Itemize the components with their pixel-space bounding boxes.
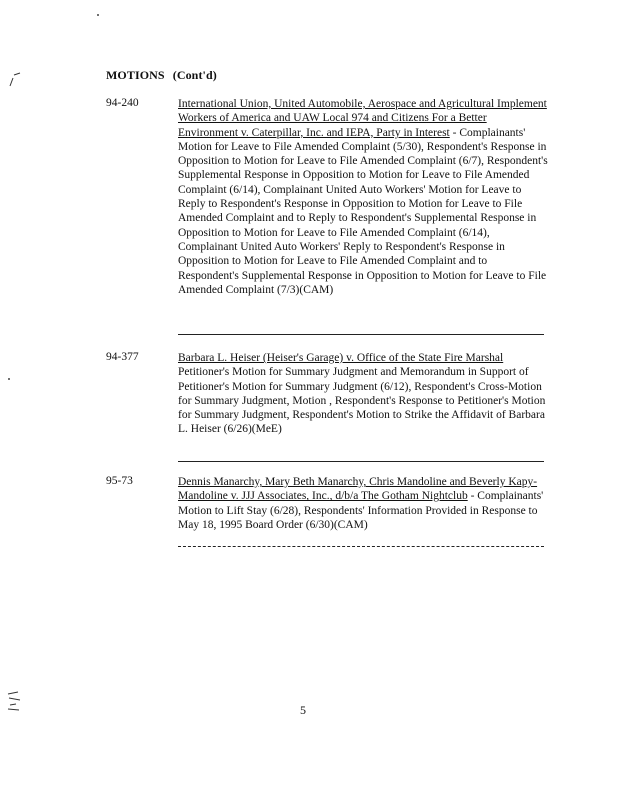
entry-divider	[178, 546, 544, 547]
entry-body	[178, 475, 548, 532]
entry-text: - Complainants' Motion to Lift Stay (6/28), Respondents' Information Provided in Response to May 18, 1995 Board Order (6/30)(CAM)	[178, 490, 544, 531]
case-caption: Barbara L. Heiser (Heiser's Garage) v. Office of the State Fire Marshal	[178, 352, 504, 364]
docket-number: 94-377	[106, 351, 139, 363]
page-number: 5	[300, 703, 306, 717]
entry-text: Petitioner's Motion for Summary Judgment and Memorandum in Support of Petitioner's Motion for Summary Judgment (6/12), Respondent's Cross-Motion for Summary Judgment, Motion , Respondent's Response to Petitioner's Motion for Summary Judgment, Respondent's Motion to Strike the Affidavit of Barbara L. Heiser (6/26)(MeE)	[178, 366, 546, 436]
page-heading	[106, 68, 217, 83]
entry-divider	[178, 334, 544, 335]
entry-body	[178, 351, 548, 437]
heading-title: MOTIONS	[106, 68, 165, 82]
scan-mark-left-lower	[6, 376, 12, 382]
scan-mark-left	[6, 70, 26, 92]
scan-mark-bottom-left	[6, 690, 24, 712]
entry-divider	[178, 461, 544, 462]
scan-mark-top	[95, 12, 101, 18]
entry-text: - Complainants' Motion for Leave to File Amended Complaint (5/30), Respondent's Response in Opposition to Motion for Leave to File Amended Complaint (6/7), Respondent's Supplemental Response in Opposition to Motion for Leave to File Amended Complaint (6/14), Complainant United Auto Workers' Motion for Leave to Reply to Respondent's Response in Opposition to Motion for Leave to File Amended Complaint and to Reply to Respondent's Supplemental Response in Opposition to Motion for Leave to File Amended Complaint (6/14), Complainant United Auto Workers' Reply to Respondent's Response in Opposition to Motion for Leave to File Amended Complaint and to Respondent's Supplemental Response in Opposition to Motion for Leave to File Amended Complaint (7/3)(CAM)	[178, 126, 548, 296]
case-caption: International Union, United Automobile, Aerospace and Agricultural Implement Workers of America and UAW Local 974 and Citizens For a Better Environment v. Caterpillar, Inc. and IEPA, Party in Interest	[178, 98, 547, 139]
case-caption: Dennis Manarchy, Mary Beth Manarchy, Chris Mandoline and Beverly Kapy-Mandoline v. JJJ Associates, Inc., d/b/a The Gotham Nightclub	[178, 476, 538, 503]
entry-body	[178, 97, 548, 297]
docket-number: 94-240	[106, 97, 139, 109]
docket-number: 95-73	[106, 475, 133, 487]
heading-continued: (Cont'd)	[172, 68, 217, 82]
